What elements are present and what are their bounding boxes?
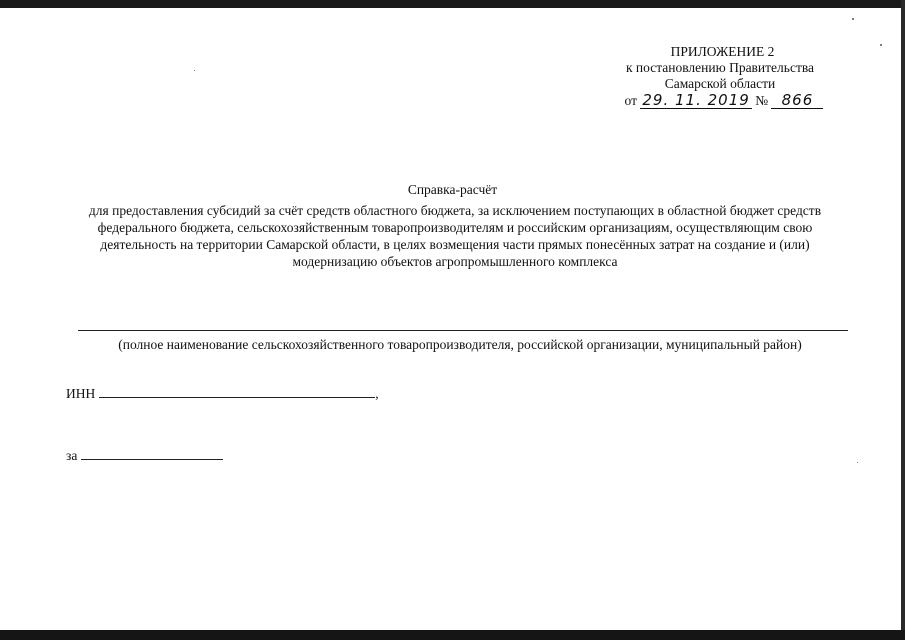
appendix-line-1: к постановлению Правительства: [625, 60, 815, 75]
scan-speck: [852, 18, 854, 20]
inn-suffix: ,: [375, 386, 379, 401]
date-prefix: от: [624, 93, 638, 108]
decree-date-row: [548, 92, 900, 109]
organization-name-caption: (полное наименование сельскохозяйственного товаропроизводителя, российской организации, муниципальный район): [118, 337, 802, 352]
organization-name-line[interactable]: [78, 330, 848, 331]
appendix-line-2: Самарской области: [664, 76, 776, 91]
period-row: [66, 448, 223, 464]
number-label: №: [755, 93, 769, 108]
handwritten-number: 866: [771, 92, 823, 109]
scan-top-edge: [0, 0, 905, 8]
scan-speck: [194, 70, 195, 71]
period-label: за: [66, 448, 78, 463]
handwritten-date: 29. 11. 2019: [642, 91, 750, 109]
appendix-title: ПРИЛОЖЕНИЕ 2: [670, 44, 775, 59]
scan-right-edge: [901, 0, 905, 640]
period-field[interactable]: [81, 448, 223, 460]
appendix-block: [540, 44, 900, 109]
scan-bottom-edge: [0, 630, 905, 640]
inn-row: [66, 386, 379, 402]
scan-speck: [857, 462, 858, 463]
document-body: для предоставления субсидий за счёт средств областного бюджета, за исключением поступающих в областной бюджет средств федерального бюджета, сельскохозяйственным товаропроизводителям и российским организациям, осуществляющим свою деятельность на территории Самарской области, в целях возмещения части прямых понесённых затрат на создание и (или) модернизацию объектов агропромышленного комплекса: [88, 203, 822, 269]
inn-field[interactable]: [99, 386, 375, 398]
inn-label: ИНН: [66, 386, 96, 401]
document-heading: Справка-расчёт: [407, 182, 498, 197]
